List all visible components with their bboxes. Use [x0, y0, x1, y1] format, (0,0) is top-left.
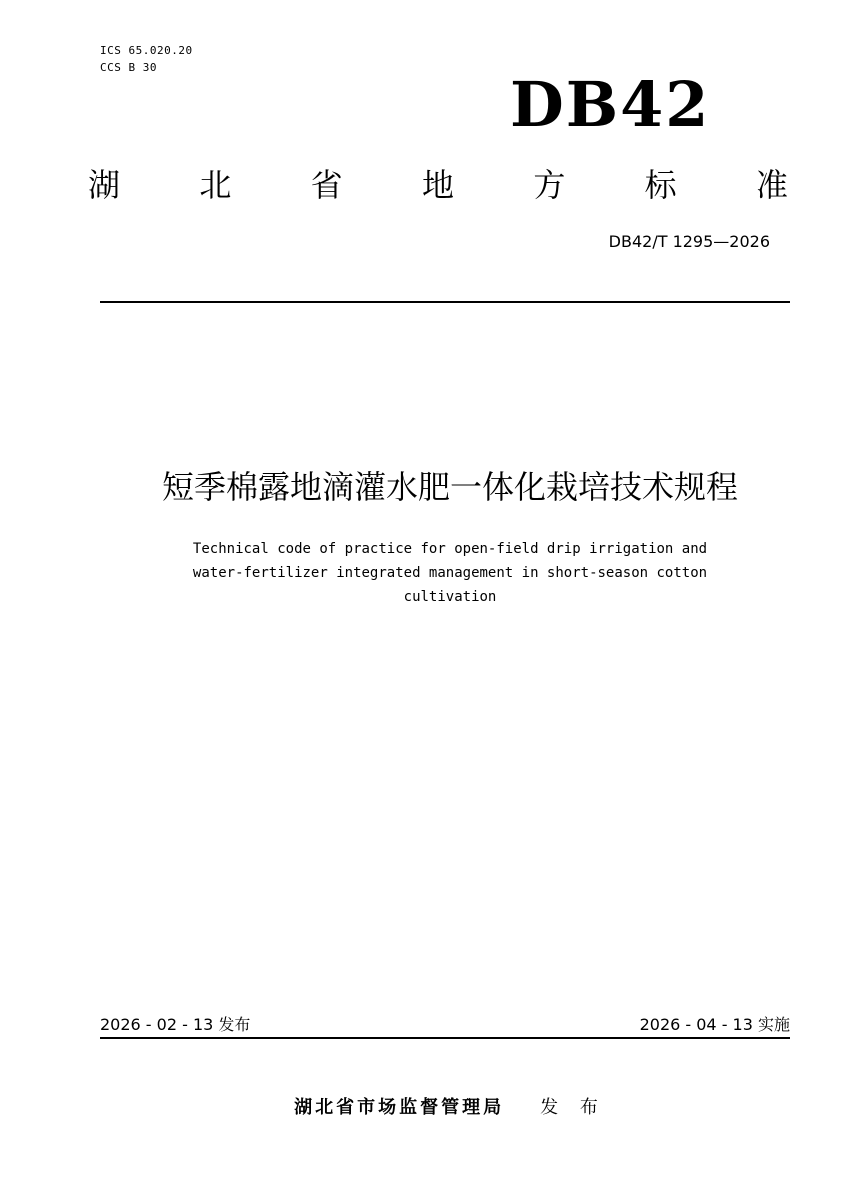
title-en-line: cultivation — [403, 589, 497, 605]
document-title-zh: 短季棉露地滴灌水肥一体化栽培技术规程 — [161, 468, 738, 506]
standard-type-char: 省 — [310, 166, 343, 204]
standard-type-char: 湖 — [88, 166, 121, 204]
title-en-line: water-fertilizer integrated management in short-season cotton — [192, 565, 708, 581]
publish-date: 2026 - 02 - 13 发布 — [100, 1015, 251, 1034]
standard-type-char: 方 — [533, 166, 566, 204]
title-en-line: Technical code of practice for open-field drip irrigation and — [192, 541, 708, 557]
standard-type-heading — [88, 160, 788, 210]
classification-codes — [100, 42, 193, 76]
document-title-en — [100, 537, 800, 609]
standard-type-char: 北 — [199, 166, 232, 204]
standard-type-char: 地 — [421, 166, 454, 204]
ccs-code: CCS B 30 — [100, 61, 157, 74]
standard-type-char: 准 — [755, 166, 788, 204]
standard-type-char: 标 — [644, 166, 677, 204]
standard-number: DB42/T 1295—2026 — [608, 232, 770, 251]
header-divider — [100, 301, 790, 303]
issuer-name: 湖北省市场监督管理局 — [294, 1097, 505, 1118]
issue-label: 发 布 — [540, 1097, 606, 1118]
standard-mark: DB42 — [510, 68, 711, 141]
effective-date: 2026 - 04 - 13 实施 — [639, 1015, 790, 1034]
issuing-authority — [150, 1094, 750, 1122]
footer-divider — [100, 1037, 790, 1039]
ics-code: ICS 65.020.20 — [100, 44, 193, 57]
